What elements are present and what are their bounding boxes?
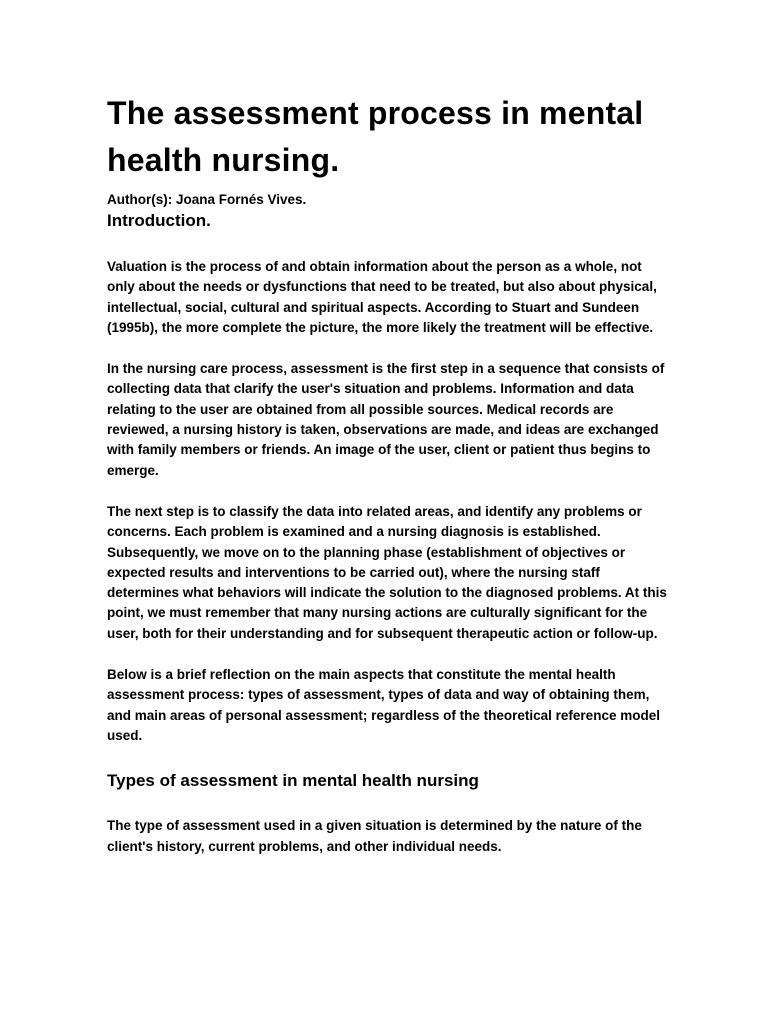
paragraph-valuation: Valuation is the process of and obtain information about the person as a whole, not only about the needs or dysfunctions that need to be treated, but also about physical, intellectual, social, cultural and spiritual aspects. According to Stuart and Sundeen (1995b), the more complete the picture, the more likely the treatment will be effective. <box>107 259 657 335</box>
introduction-heading: Introduction. <box>107 211 211 230</box>
document-page <box>107 90 667 857</box>
document-title: The assessment process in mental health nursing. <box>107 95 644 178</box>
section-heading-types-of-assessment: Types of assessment in mental health nursing <box>107 771 479 791</box>
paragraph-brief-reflection: Below is a brief reflection on the main aspects that constitute the mental health assessment process: types of assessment, types of data and way of obtaining them, and main areas of personal assessment; regardless of the theoretical reference model used. <box>107 667 660 743</box>
paragraph-nursing-care-process: In the nursing care process, assessment is the first step in a sequence that consists of collecting data that clarify the user's situation and problems. Information and data relating to the user are obtained from all possible sources. Medical records are reviewed, a nursing history is taken, observations are made, and ideas are exchanged with family members or friends. An image of the user, client or patient thus begins to emerge. <box>107 361 665 478</box>
paragraph-next-step: The next step is to classify the data into related areas, and identify any problems or concerns. Each problem is examined and a nursing diagnosis is established. Subsequently, we move on to the planning phase (establishment of objectives or expected results and interventions to be carried out), where the nursing staff determines what behaviors will indicate the solution to the diagnosed problems. At this point, we must remember that many nursing actions are culturally significant for the user, both for their understanding and for subsequent therapeutic action or follow-up. <box>107 503 667 641</box>
author-line: Author(s): Joana Fornés Vives. <box>107 192 307 207</box>
paragraph-type-of-assessment: The type of assessment used in a given situation is determined by the nature of the client's history, current problems, and other individual needs. <box>107 818 642 854</box>
